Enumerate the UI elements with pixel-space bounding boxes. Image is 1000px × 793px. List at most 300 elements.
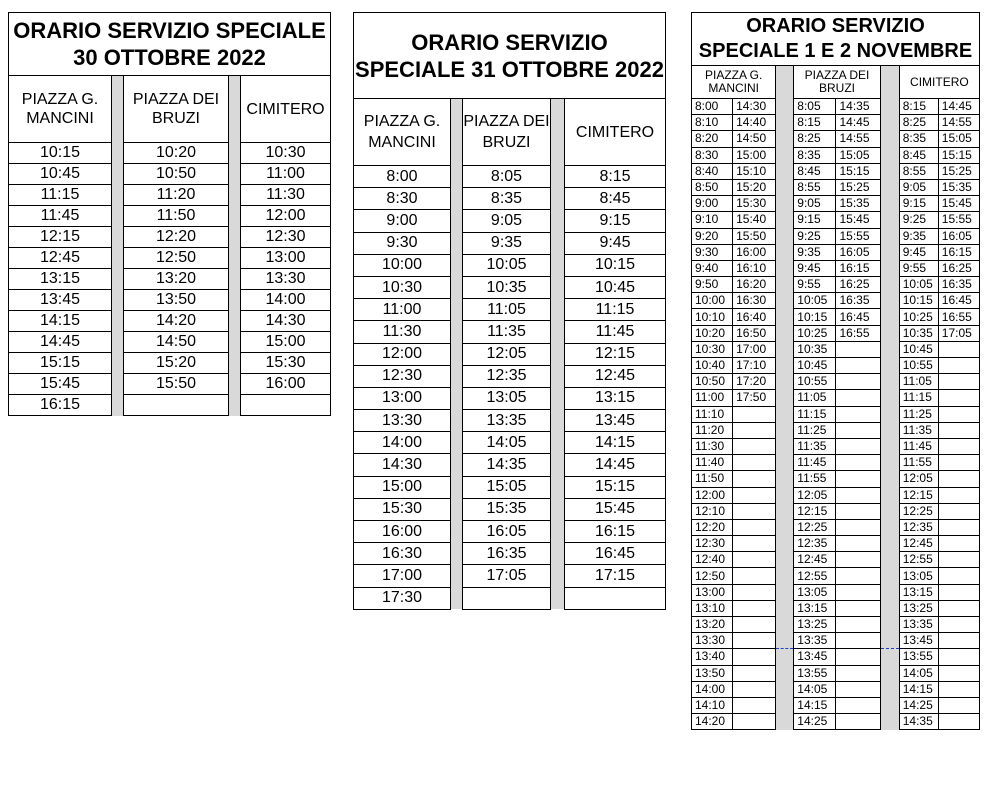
time-cell: 10:50 (692, 374, 733, 390)
time-cell: 12:45 (565, 365, 666, 387)
time-cell (733, 487, 776, 503)
column-separator (451, 432, 463, 454)
time-cell: 12:15 (794, 503, 836, 519)
time-cell: 12:55 (899, 552, 938, 568)
time-cell (836, 341, 880, 357)
column-separator (229, 76, 241, 143)
time-cell: 11:15 (899, 390, 938, 406)
table-row (692, 665, 980, 681)
time-cell: 8:30 (692, 147, 733, 163)
time-cell: 15:40 (733, 212, 776, 228)
column-separator (880, 131, 899, 147)
time-cell: 16:25 (938, 260, 979, 276)
time-cell: 9:15 (794, 212, 836, 228)
time-cell (241, 395, 331, 416)
time-cell: 13:45 (9, 290, 112, 311)
table-row (354, 521, 666, 543)
time-cell: 16:40 (733, 309, 776, 325)
time-cell: 16:35 (836, 293, 880, 309)
time-cell: 8:50 (692, 179, 733, 195)
column-separator (776, 552, 794, 568)
time-cell (124, 395, 229, 416)
time-cell: 11:35 (463, 321, 551, 343)
table-row (692, 422, 980, 438)
time-cell: 15:05 (938, 131, 979, 147)
time-cell: 8:05 (794, 99, 836, 115)
column-separator (880, 714, 899, 730)
column-separator (776, 196, 794, 212)
time-cell: 17:30 (354, 587, 451, 609)
time-cell (733, 519, 776, 535)
time-cell: 11:05 (899, 374, 938, 390)
schedule-table-nov-1-2 (691, 12, 980, 730)
time-cell (733, 665, 776, 681)
time-cell: 16:15 (9, 395, 112, 416)
time-cell: 15:15 (836, 163, 880, 179)
time-cell (836, 665, 880, 681)
table-row (692, 196, 980, 212)
time-cell: 9:30 (692, 244, 733, 260)
time-cell: 13:15 (899, 584, 938, 600)
time-cell: 10:20 (692, 325, 733, 341)
table-body (9, 143, 331, 416)
column-separator (776, 358, 794, 374)
column-separator (551, 498, 565, 520)
time-cell (733, 649, 776, 665)
column-separator (451, 565, 463, 587)
column-separator (451, 254, 463, 276)
column-separator (776, 147, 794, 163)
time-cell: 8:35 (899, 131, 938, 147)
table-row (354, 299, 666, 321)
time-cell: 13:05 (899, 568, 938, 584)
time-cell: 10:45 (899, 341, 938, 357)
time-cell (836, 503, 880, 519)
time-cell: 11:40 (692, 455, 733, 471)
time-cell (733, 633, 776, 649)
column-separator (451, 387, 463, 409)
time-cell: 14:15 (794, 697, 836, 713)
time-cell: 11:30 (692, 438, 733, 454)
column-separator (112, 227, 124, 248)
time-cell: 15:15 (9, 353, 112, 374)
time-cell: 10:55 (794, 374, 836, 390)
table-row (354, 387, 666, 409)
time-cell: 13:30 (354, 410, 451, 432)
time-cell: 15:05 (463, 476, 551, 498)
time-cell: 17:05 (463, 565, 551, 587)
column-separator (112, 374, 124, 395)
time-cell: 11:55 (794, 471, 836, 487)
time-cell: 11:25 (794, 422, 836, 438)
table-row (9, 185, 331, 206)
table-row (692, 503, 980, 519)
column-separator (880, 633, 899, 649)
title-line-2: SPECIALE 1 E 2 NOVEMBRE (698, 40, 973, 62)
column-separator (112, 311, 124, 332)
table-row (692, 277, 980, 293)
table-row (692, 681, 980, 697)
time-cell (565, 587, 666, 609)
time-cell: 16:55 (836, 325, 880, 341)
column-separator (451, 543, 463, 565)
time-cell: 9:45 (565, 232, 666, 254)
column-separator (112, 353, 124, 374)
column-separator (880, 503, 899, 519)
time-cell: 11:45 (794, 455, 836, 471)
column-separator (880, 600, 899, 616)
time-cell: 11:00 (241, 164, 331, 185)
time-cell: 13:40 (692, 649, 733, 665)
column-separator (880, 66, 899, 99)
column-separator (776, 600, 794, 616)
time-cell: 10:30 (354, 276, 451, 298)
column-separator (880, 325, 899, 341)
column-separator (551, 210, 565, 232)
time-cell (836, 617, 880, 633)
time-cell: 13:50 (124, 290, 229, 311)
time-cell: 12:05 (463, 343, 551, 365)
time-cell: 9:20 (692, 228, 733, 244)
time-cell: 11:15 (9, 185, 112, 206)
time-cell: 8:15 (565, 166, 666, 188)
time-cell (733, 552, 776, 568)
column-separator (551, 565, 565, 587)
column-separator (880, 390, 899, 406)
table-row (354, 365, 666, 387)
column-separator (451, 99, 463, 166)
time-cell: 12:20 (124, 227, 229, 248)
time-cell: 8:20 (692, 131, 733, 147)
time-cell: 10:20 (124, 143, 229, 164)
table-row (354, 166, 666, 188)
column-separator (880, 471, 899, 487)
time-cell: 14:15 (565, 432, 666, 454)
column-separator (112, 185, 124, 206)
column-separator (112, 206, 124, 227)
time-cell (938, 341, 979, 357)
column-separator (880, 455, 899, 471)
time-cell (938, 633, 979, 649)
table-row (354, 343, 666, 365)
column-separator (776, 438, 794, 454)
time-cell: 8:25 (899, 115, 938, 131)
time-cell (938, 471, 979, 487)
time-cell (938, 617, 979, 633)
column-separator (776, 99, 794, 115)
time-cell (733, 406, 776, 422)
column-separator (880, 99, 899, 115)
time-cell: 16:45 (938, 293, 979, 309)
time-cell: 8:35 (794, 147, 836, 163)
table-row (692, 552, 980, 568)
time-cell (836, 487, 880, 503)
time-cell (938, 503, 979, 519)
time-cell: 9:35 (463, 232, 551, 254)
time-cell: 13:50 (692, 665, 733, 681)
time-cell: 14:55 (938, 115, 979, 131)
time-cell (836, 552, 880, 568)
table-row (692, 244, 980, 260)
time-cell (463, 587, 551, 609)
time-cell (836, 406, 880, 422)
time-cell: 9:00 (692, 196, 733, 212)
time-cell: 11:50 (124, 206, 229, 227)
table-row (354, 454, 666, 476)
time-cell: 12:25 (794, 519, 836, 535)
time-cell: 9:25 (899, 212, 938, 228)
table-row (692, 309, 980, 325)
column-separator (776, 503, 794, 519)
time-cell (733, 438, 776, 454)
column-separator (776, 390, 794, 406)
time-cell: 16:30 (354, 543, 451, 565)
column-separator (229, 248, 241, 269)
time-cell: 12:55 (794, 568, 836, 584)
time-cell: 8:25 (794, 131, 836, 147)
time-cell: 9:05 (463, 210, 551, 232)
time-cell: 8:55 (794, 179, 836, 195)
time-cell (836, 600, 880, 616)
table-row (692, 131, 980, 147)
column-separator (451, 188, 463, 210)
time-cell: 11:45 (9, 206, 112, 227)
column-separator (776, 131, 794, 147)
time-cell: 13:20 (124, 269, 229, 290)
time-cell (836, 584, 880, 600)
table-row (9, 311, 331, 332)
column-separator (880, 163, 899, 179)
column-separator (776, 406, 794, 422)
time-cell: 15:30 (733, 196, 776, 212)
table-row (692, 584, 980, 600)
column-separator (229, 185, 241, 206)
time-cell: 13:35 (463, 410, 551, 432)
time-cell: 17:05 (938, 325, 979, 341)
time-cell: 15:45 (938, 196, 979, 212)
time-cell: 9:15 (565, 210, 666, 232)
time-cell: 10:00 (692, 293, 733, 309)
time-cell: 12:35 (794, 536, 836, 552)
column-separator (451, 299, 463, 321)
time-cell: 11:25 (899, 406, 938, 422)
column-separator (112, 143, 124, 164)
time-cell: 16:50 (733, 325, 776, 341)
column-separator (112, 248, 124, 269)
time-cell: 11:15 (565, 299, 666, 321)
column-separator (229, 143, 241, 164)
time-cell (938, 600, 979, 616)
time-cell: 16:35 (463, 543, 551, 565)
table-row (9, 227, 331, 248)
time-cell: 13:15 (565, 387, 666, 409)
time-cell: 8:55 (899, 163, 938, 179)
time-cell: 10:05 (463, 254, 551, 276)
table-row (692, 406, 980, 422)
schedule-table-oct-30 (8, 12, 331, 416)
column-separator (451, 276, 463, 298)
time-cell: 14:35 (899, 714, 938, 730)
time-cell: 12:45 (899, 536, 938, 552)
table-row (354, 587, 666, 609)
time-cell: 16:15 (565, 521, 666, 543)
time-cell: 15:30 (354, 498, 451, 520)
column-separator (776, 697, 794, 713)
column-separator (776, 455, 794, 471)
table-row (692, 212, 980, 228)
column-separator (880, 196, 899, 212)
table-row (9, 248, 331, 269)
time-cell (836, 358, 880, 374)
column-separator (880, 552, 899, 568)
time-cell: 16:05 (836, 244, 880, 260)
column-separator (551, 321, 565, 343)
column-separator (776, 568, 794, 584)
time-cell: 15:20 (124, 353, 229, 374)
time-cell: 9:15 (899, 196, 938, 212)
time-cell: 13:25 (794, 617, 836, 633)
time-cell: 11:05 (463, 299, 551, 321)
time-cell: 15:05 (836, 147, 880, 163)
time-cell (733, 714, 776, 730)
column-separator (880, 681, 899, 697)
time-cell: 9:10 (692, 212, 733, 228)
time-cell: 16:45 (836, 309, 880, 325)
time-cell (938, 536, 979, 552)
column-separator (776, 66, 794, 99)
table-row (692, 374, 980, 390)
time-cell: 17:20 (733, 374, 776, 390)
table-row (354, 210, 666, 232)
time-cell: 13:45 (565, 410, 666, 432)
time-cell: 15:00 (733, 147, 776, 163)
time-cell: 16:45 (565, 543, 666, 565)
time-cell: 10:15 (899, 293, 938, 309)
time-cell: 12:45 (9, 248, 112, 269)
column-separator (776, 633, 794, 649)
column-separator (880, 422, 899, 438)
time-cell: 10:15 (9, 143, 112, 164)
time-cell: 8:45 (899, 147, 938, 163)
column-separator (880, 244, 899, 260)
time-cell (938, 552, 979, 568)
time-cell: 13:05 (794, 584, 836, 600)
column-separator (112, 332, 124, 353)
time-cell: 15:45 (9, 374, 112, 395)
header-piazza-mancini: PIAZZA G. MANCINI (354, 99, 451, 166)
table-row (692, 649, 980, 665)
table-row (9, 206, 331, 227)
column-separator (776, 665, 794, 681)
column-separator (229, 227, 241, 248)
time-cell: 14:00 (354, 432, 451, 454)
time-cell: 12:30 (692, 536, 733, 552)
time-cell: 13:30 (692, 633, 733, 649)
table-row (354, 232, 666, 254)
column-separator (776, 487, 794, 503)
time-cell: 14:35 (836, 99, 880, 115)
time-cell: 11:05 (794, 390, 836, 406)
time-cell: 12:40 (692, 552, 733, 568)
time-cell: 12:05 (794, 487, 836, 503)
table-row (692, 179, 980, 195)
time-cell: 11:30 (354, 321, 451, 343)
time-cell: 14:20 (692, 714, 733, 730)
time-cell: 14:50 (733, 131, 776, 147)
time-cell: 9:00 (354, 210, 451, 232)
time-cell: 11:45 (899, 438, 938, 454)
time-cell: 10:15 (794, 309, 836, 325)
time-cell: 15:55 (836, 228, 880, 244)
time-cell: 13:15 (794, 600, 836, 616)
time-cell: 8:45 (565, 188, 666, 210)
header-piazza-bruzi: PIAZZA DEI BRUZI (794, 66, 880, 99)
time-cell: 9:05 (794, 196, 836, 212)
table-row (692, 390, 980, 406)
table-title (692, 13, 980, 66)
table-row (692, 568, 980, 584)
column-separator (880, 212, 899, 228)
title-line-1: ORARIO SERVIZIO (746, 15, 925, 37)
time-cell: 14:05 (794, 681, 836, 697)
time-cell: 11:10 (692, 406, 733, 422)
time-cell (836, 422, 880, 438)
table-row (692, 260, 980, 276)
column-separator (776, 277, 794, 293)
column-separator (776, 584, 794, 600)
time-cell (938, 358, 979, 374)
time-cell: 16:35 (938, 277, 979, 293)
table-row (692, 714, 980, 730)
table-row (9, 290, 331, 311)
time-cell: 10:45 (565, 276, 666, 298)
time-cell: 14:15 (9, 311, 112, 332)
time-cell: 11:30 (241, 185, 331, 206)
time-cell (836, 438, 880, 454)
column-separator (880, 277, 899, 293)
column-separator (880, 487, 899, 503)
column-separator (551, 365, 565, 387)
table-row (692, 617, 980, 633)
column-separator (551, 410, 565, 432)
column-separator (776, 471, 794, 487)
table-row (354, 188, 666, 210)
time-cell: 10:40 (692, 358, 733, 374)
time-cell: 9:35 (899, 228, 938, 244)
time-cell: 12:30 (354, 365, 451, 387)
time-cell (733, 617, 776, 633)
time-cell: 12:00 (692, 487, 733, 503)
header-piazza-mancini: PIAZZA G. MANCINI (692, 66, 776, 99)
time-cell: 15:55 (938, 212, 979, 228)
table-row (354, 410, 666, 432)
column-separator (112, 269, 124, 290)
time-cell (733, 568, 776, 584)
column-separator (451, 166, 463, 188)
column-separator (451, 498, 463, 520)
column-separator (229, 311, 241, 332)
time-cell: 10:05 (794, 293, 836, 309)
table-row (9, 353, 331, 374)
table-row (9, 332, 331, 353)
time-cell (836, 633, 880, 649)
time-cell: 10:25 (794, 325, 836, 341)
time-cell: 16:00 (354, 521, 451, 543)
time-cell: 10:05 (899, 277, 938, 293)
time-cell: 12:05 (899, 471, 938, 487)
time-cell (733, 681, 776, 697)
time-cell: 12:35 (463, 365, 551, 387)
